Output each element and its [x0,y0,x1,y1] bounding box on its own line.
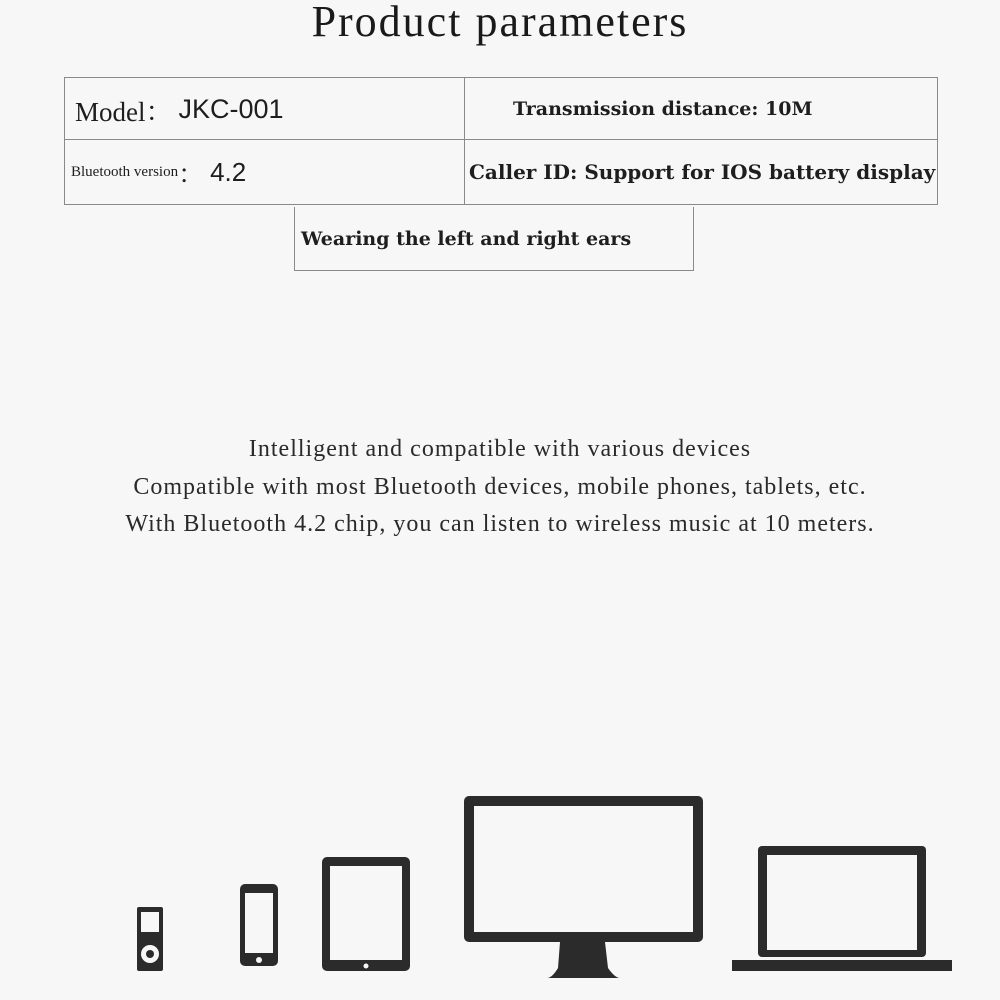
description-line-3: With Bluetooth 4.2 chip, you can listen to wireless music at 10 meters. [125,511,875,537]
page-title: Product parameters [311,0,689,46]
model-value: JKC-001 [178,93,284,124]
description-line-2: Compatible with most Bluetooth devices, mobile phones, tablets, etc. [133,474,867,500]
model-label: Model： [75,96,173,127]
param-transmission: Transmission distance: 10M [464,77,938,140]
bluetooth-label: Bluetooth version [71,163,179,180]
laptop-icon [732,846,952,971]
bluetooth-separator: ： [178,158,205,189]
param-caller-id: Caller ID: Support for IOS battery display [464,139,938,205]
tablet-icon [322,857,410,971]
monitor-icon [464,796,703,978]
bluetooth-value: 4.2 [210,156,247,187]
device-icons [0,780,1000,1000]
param-wearing: Wearing the left and right ears [294,207,694,271]
param-bluetooth [64,139,465,205]
param-model [64,77,465,140]
smartphone-icon [240,884,278,966]
mp3-player-icon [137,907,163,971]
description-line-1: Intelligent and compatible with various devices [248,436,752,462]
